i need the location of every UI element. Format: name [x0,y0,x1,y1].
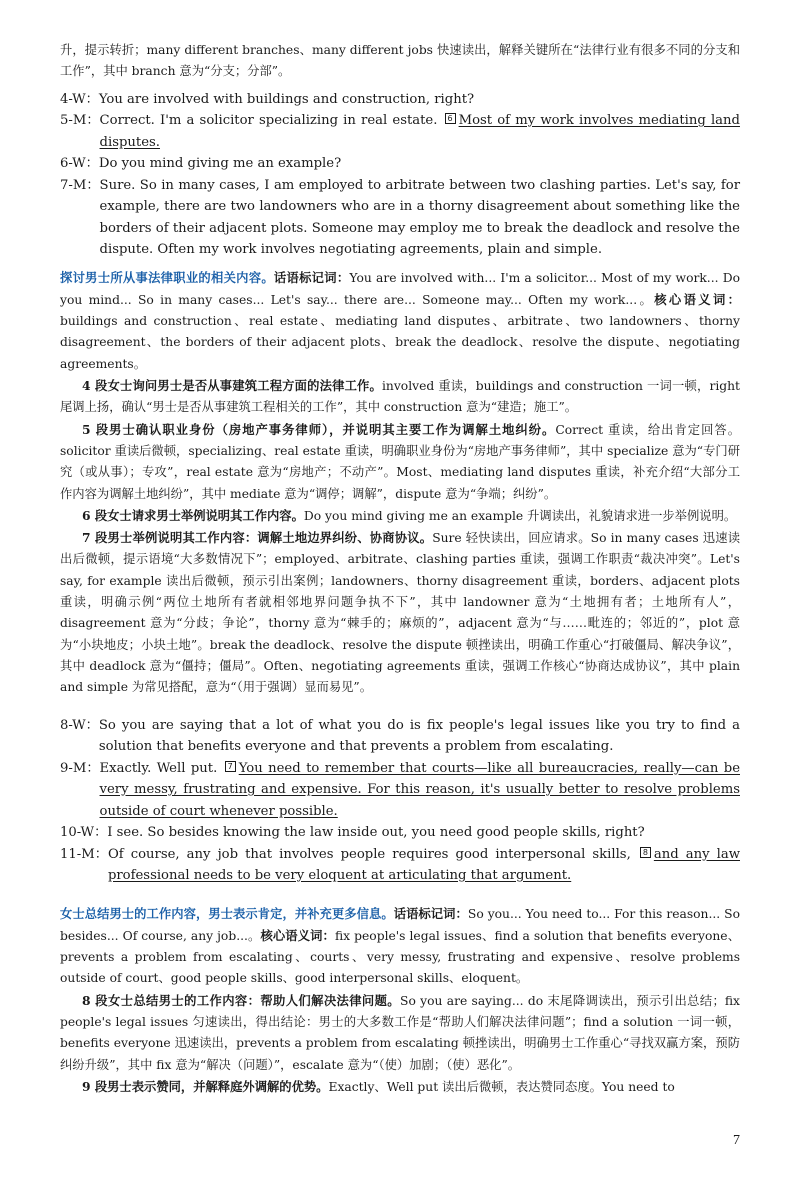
speaker-label: 4-W： [60,91,99,107]
bold-label-text: 话语标记词： [393,905,468,921]
speaker-label: 8-W： [60,717,99,733]
dialogue-text [100,758,740,823]
dialogue-line [60,715,740,758]
dialogue-text [99,89,740,111]
underlined-answer-text: and any law professional needs to be very eloquent at articulating that argument. [107,846,740,884]
dialogue-line [60,89,740,111]
underlined-answer-text: You need to remember that courts—like all bureaucracies, really—can be very messy, frustrating and expensive. For this reason, it's usually better to resolve problems outside of court whenever possible. [99,760,740,819]
dialogue-line [60,110,740,153]
dialogue-line [60,822,740,844]
body-text: involved 重读，buildings and construction 一词一顿，right 尾调上扬，确认“男士是否从事建筑工程相关的工作”，其中 construction 意为“建造；施工”。 [60,379,740,415]
question-number-marker: 6 [445,113,456,124]
page-number: 7 [733,1133,740,1148]
body-text: You are involved with... I'm a solicitor... Most of my work... Do you mind... So in many cases... Let's say... there are... Someone may... Often my work...。 [60,270,740,307]
dialogue-block-2 [60,715,740,887]
body-text: Correct 重读，给出肯定回答。solicitor 重读后微顿，specializing、real estate 重读，明确职业身份为“房地产事务律师”，其中 specialize 意为“专门研究（或从事）；专攻”，real estate 意为“房地产；不动产”。Most、mediating land disputes 重读，补充介绍“大部分工作内容为调解土地纠纷”，其中 mediate 意为“调停；调解”，dispute 意为“争端；纠纷”。 [60,422,740,501]
dialogue-text [107,822,740,844]
body-text: Correct. I'm a solicitor specializing in real estate. [99,113,443,129]
analysis-paragraph [60,419,740,505]
bold-label-text: 话语标记词： [273,269,350,285]
question-number-marker: 7 [225,761,236,772]
bold-label-text: 5 段男士确认职业身份（房地产事务律师），并说明其主要工作为调解土地纠纷。 [82,421,556,437]
intro-paragraph: 升，提示转折；many different branches、many different jobs 快速读出，解释关键所在“法律行业有很多不同的分支和工作”，其中 branch 意为“分支；分部”。 [60,43,740,79]
dialogue-text [100,175,740,261]
bold-label-text: 4 段女士询问男士是否从事建筑工程方面的法律工作。 [82,378,382,394]
body-text: Do you mind giving me an example 升调读出，礼貌请求进一步举例说明。 [303,508,737,523]
body-text: Of course, any job that involves people requires good interpersonal skills, [107,846,638,862]
speaker-label: 11-M： [60,846,108,862]
bold-label-text: 8 段女士总结男士的工作内容：帮助人们解决法律问题。 [82,992,401,1008]
question-number-marker: 8 [640,847,651,858]
analysis-paragraph [60,375,740,419]
underlined-answer-text: Most of my work involves mediating land disputes. [99,113,740,150]
dialogue-text [100,110,740,153]
analysis-paragraph [60,903,740,990]
body-text: You are involved with buildings and construction, right? [98,91,475,107]
body-text: Exactly. Well put. [99,760,223,776]
bold-label-text: 6 段女士请求男士举例说明其工作内容。 [82,507,304,523]
body-text: Sure. So in many cases, I am employed to arbitrate between two clashing parties. Let's say, for example, there are two landowners who are in a thorny disagreement about something like the borders of their adjacent plots. Someone may employ me to break the deadlock and resolve the dispute. Often my work involves negotiating agreements, plain and simple. [99,177,740,258]
body-text: So you... You need to... For this reason... So besides... Of course, any job...。 [60,906,740,943]
bold-label-text: 9 段男士表示赞同，并解释庭外调解的优势。 [82,1078,329,1094]
analysis-paragraph [60,1076,740,1098]
body-text: So you are saying... do 末尾降调读出，预示引出总结；fix people's legal issues 匀速读出，得出结论：男士的大多数工作是“帮助人们解决法律问题”；find a solution 一词一顿，benefits everyone 迅速读出，prevents a problem from escalating 顿挫读出，明确男士工作重心“寻找双赢方案，预防纠纷升级”，其中 fix 意为“解决（问题）”，escalate 意为“（使）加剧；（使）恶化”。 [60,993,740,1072]
analysis-paragraph [60,267,740,375]
body-text: buildings and construction、real estate、mediating land disputes、arbitrate、two landowners、thorny disagreement、the borders of their adjacent plots、break the deadlock、resolve the dispute、negotiating agreements。 [60,314,740,371]
dialogue-line [60,844,740,887]
speaker-label: 7-M： [60,177,100,193]
section-lead-text: 女士总结男士的工作内容，男士表示肯定，并补充更多信息。 [60,905,394,921]
dialogue-line [60,153,740,175]
bold-label-text: 核心语义词： [654,291,740,307]
dialogue-line [60,758,740,823]
speaker-label: 6-W： [60,156,99,172]
analysis-paragraph [60,527,740,698]
dialogue-line [60,175,740,261]
dialogue-text [99,715,740,758]
body-text: Exactly、Well put 读出后微顿，表达赞同态度。You need to [328,1079,675,1094]
dialogue-text [99,153,740,175]
dialogue-text [108,844,740,887]
bold-label-text: 核心语义词： [260,927,335,943]
body-text: fix people's legal issues、find a solution that benefits everyone、prevents a problem from escalating、courts、very messy, frustrating and expensive、resolve problems outside of court、good people skills、good interpersonal skills、eloquent。 [60,928,740,986]
body-text: Sure 轻快读出，回应请求。So in many cases 迅速读出后微顿，提示语境“大多数情况下”；employed、arbitrate、clashing parties 重读，强调工作职责“裁决冲突”。Let's say, for example 读出后微顿，预示引出案例；landowners、thorny disagreement 重读，borders、adjacent plots 重读，明确示例“两位土地所有者就相邻地界问题争执不下”，其中 landowner 意为“土地拥有者；土地所有人”，disagreement 意为“分歧；争论”，thorny 意为“棘手的；麻烦的”，adjacent 意为“与……毗连的；邻近的”，plot 意为“小块地皮；小块土地”。break the deadlock、resolve the dispute 顿挫读出，明确工作重心“打破僵局、解决争议”，其中 deadlock 意为“僵持；僵局”。Often、negotiating agreements 重读，强调工作核心“协商达成协议”，其中 plain and simple 为常见搭配，意为“（用于强调）显而易见”。 [60,531,741,695]
analysis-block-2 [60,903,740,1099]
bold-label-text: 7 段男士举例说明其工作内容：调解土地边界纠纷、协商协议。 [82,530,433,546]
speaker-label: 9-M： [60,760,100,776]
dialogue-block-1 [60,89,740,261]
body-text: I see. So besides knowing the law inside out, you need good people skills, right? [107,825,645,841]
analysis-block-1 [60,267,740,699]
speaker-label: 5-M： [60,113,100,129]
analysis-paragraph [60,505,740,527]
analysis-paragraph [60,990,740,1076]
section-lead-text: 探讨男士所从事法律职业的相关内容。 [60,269,274,285]
body-text: So you are saying that a lot of what you do is fix people's legal issues like you try to find a solution that benefits everyone and that prevents a problem from escalating. [98,717,740,755]
speaker-label: 10-W： [60,825,108,841]
body-text: Do you mind giving me an example? [98,156,342,172]
